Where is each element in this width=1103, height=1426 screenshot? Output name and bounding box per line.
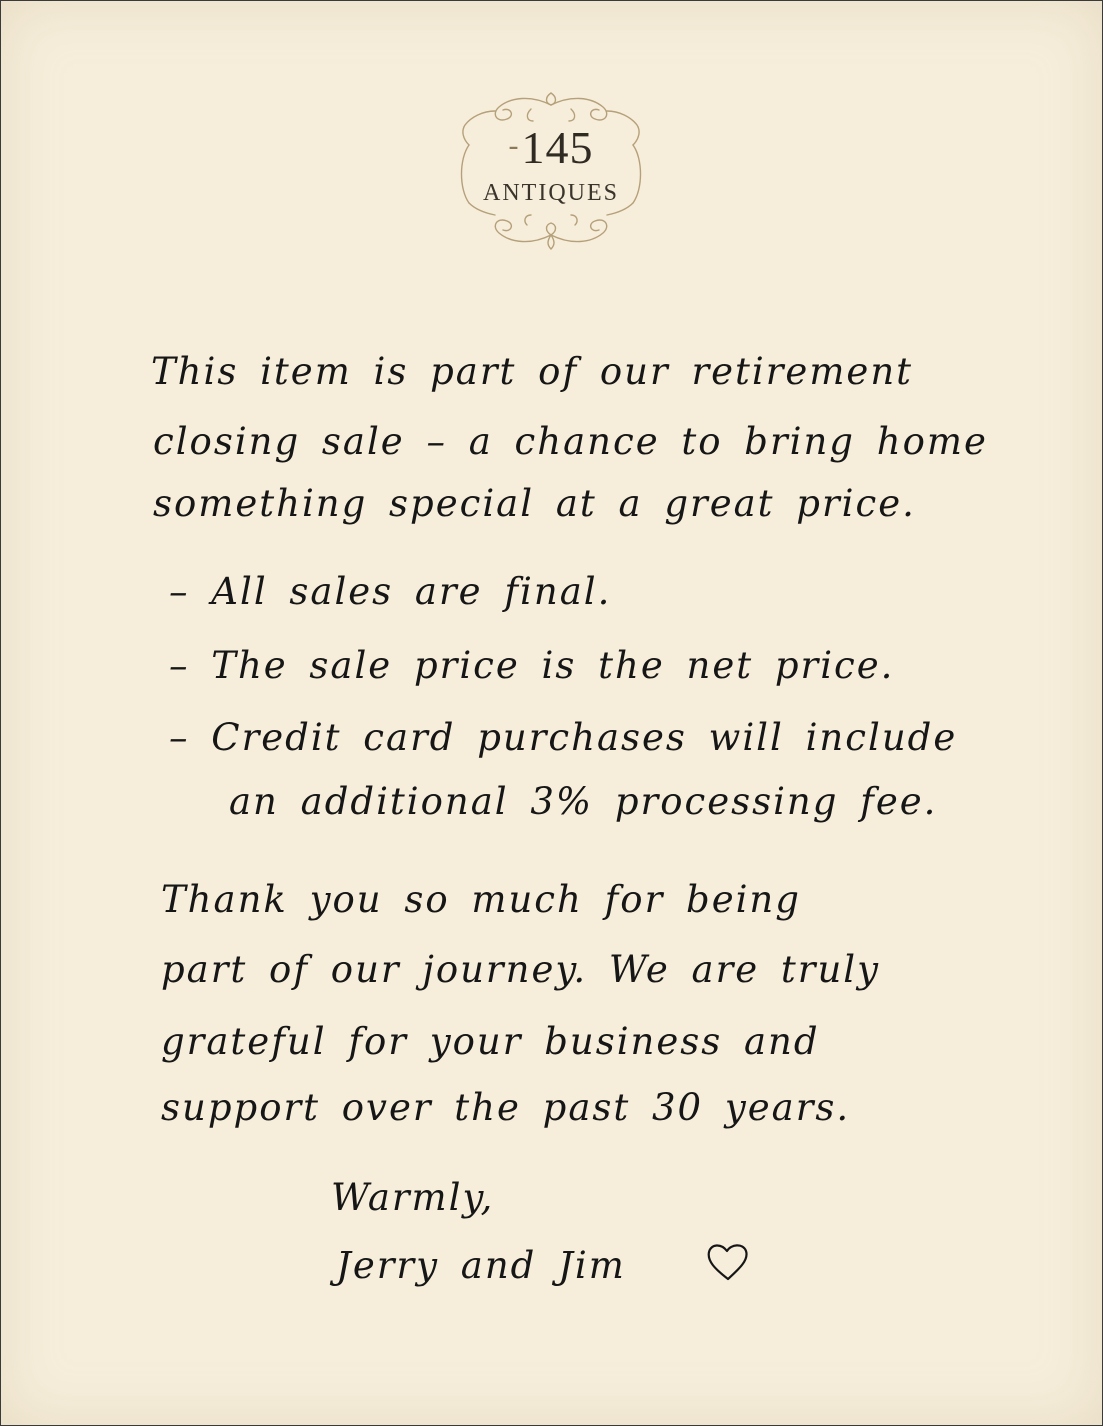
heart-outline-icon bbox=[705, 1241, 751, 1283]
logo-name: ANTIQUES bbox=[483, 180, 619, 206]
intro-line-2: closing sale – a chance to bring home bbox=[153, 420, 988, 463]
term-line-4: an additional 3% processing fee. bbox=[229, 780, 938, 823]
logo-number-text: 145 bbox=[521, 122, 594, 173]
intro-line-3: something special at a great price. bbox=[153, 482, 916, 525]
store-logo bbox=[431, 85, 671, 255]
logo-dash: - bbox=[508, 129, 520, 162]
closing-line: Warmly, bbox=[331, 1176, 495, 1219]
thanks-line-1: Thank you so much for being bbox=[161, 878, 801, 921]
intro-line-1: This item is part of our retirement bbox=[151, 350, 914, 393]
thanks-line-2: part of our journey. We are truly bbox=[161, 948, 881, 991]
term-line-3: – Credit card purchases will include bbox=[169, 716, 958, 759]
thanks-line-3: grateful for your business and bbox=[161, 1020, 820, 1063]
term-line-2: – The sale price is the net price. bbox=[169, 644, 895, 687]
term-line-1: – All sales are final. bbox=[169, 570, 612, 613]
logo-number bbox=[431, 122, 671, 173]
signature-line: Jerry and Jim bbox=[336, 1244, 626, 1287]
thanks-line-4: support over the past 30 years. bbox=[161, 1086, 851, 1129]
